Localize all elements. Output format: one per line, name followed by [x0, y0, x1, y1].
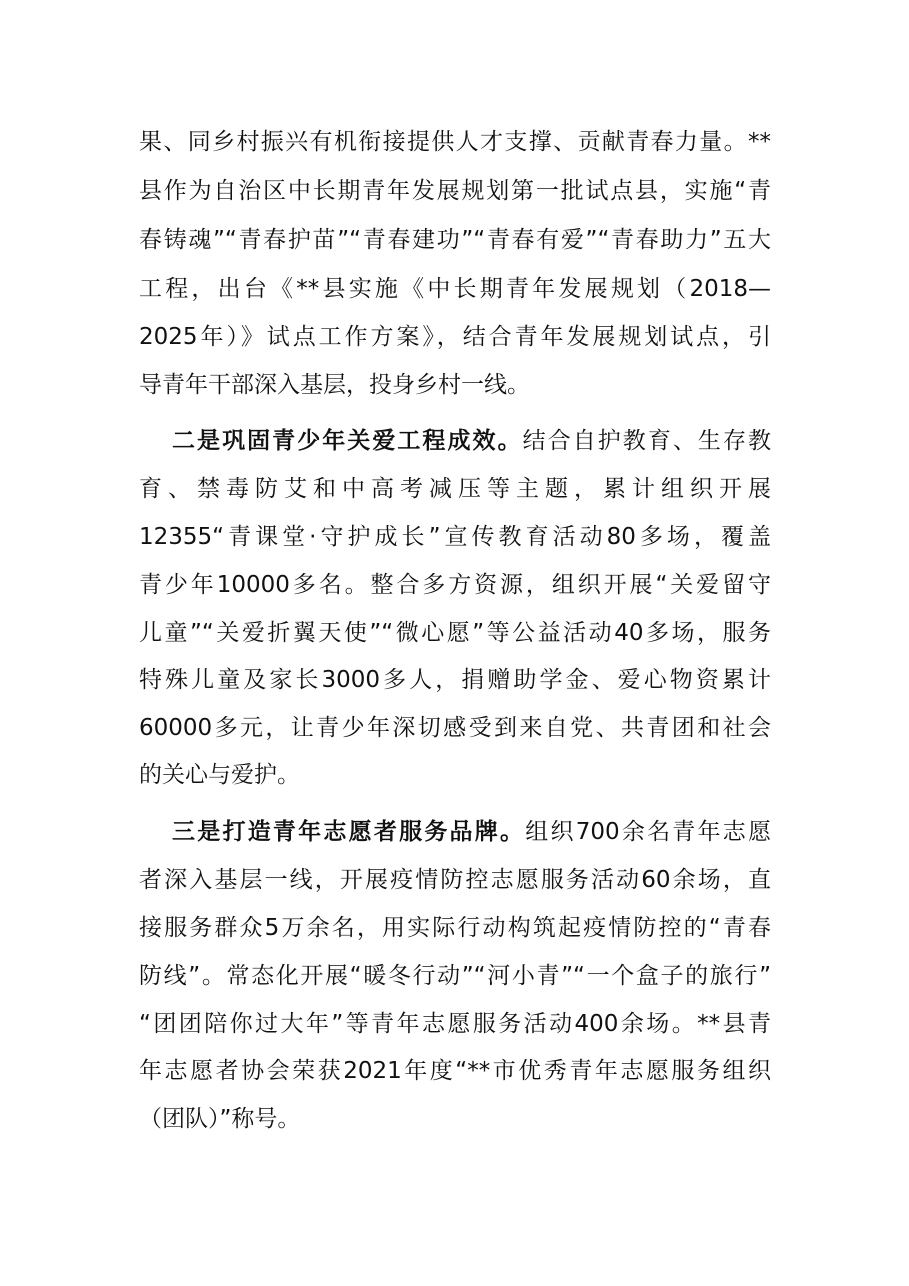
paragraph-3-lead: 三是打造青年志愿者服务品牌。 [172, 819, 526, 845]
paragraph-2-line-8: 的关心与爱护。 [139, 762, 300, 788]
paragraph-1-line-2: 县作为自治区中长期青年发展规划第一批试点县，实施“青 [139, 178, 771, 204]
paragraph-2-line-7: 60000多元，让青少年深切感受到来自党、共青团和社会 [139, 715, 771, 741]
paragraph-2-lead: 二是巩固青少年关爱工程成效。 [172, 428, 523, 454]
paragraph-2-line-4: 青少年10000多名。整合多方资源，组织开展“关爱留守 [139, 572, 771, 598]
paragraph-2-line-5: 儿童”“关爱折翼天使”“微心愿”等公益活动40多场，服务 [139, 620, 771, 646]
paragraph-3-line-4: 防线”。常态化开展“暖冬行动”“河小青”“一个盒子的旅行” [139, 963, 771, 989]
paragraph-2-line-3: 12355“青课堂·守护成长”宣传教育活动80多场，覆盖 [139, 524, 771, 550]
paragraph-1-line-1: 果、同乡村振兴有机衔接提供人才支撑、贡献青春力量。** [139, 129, 771, 155]
paragraph-1-line-6: 导青年干部深入基层，投身乡村一线。 [139, 372, 530, 398]
paragraph-3-line-7: （团队）”称号。 [139, 1106, 301, 1132]
paragraph-3-line-3: 接服务群众5万余名，用实际行动构筑起疫情防控的“青春 [139, 915, 771, 941]
paragraph-2-first-line [172, 424, 771, 458]
paragraph-1-line-4: 工程，出台《**县实施《中长期青年发展规划（2018— [139, 276, 771, 302]
paragraph-3-line-6: 年志愿者协会荣获2021年度“**市优秀青年志愿服务组织 [139, 1058, 771, 1084]
paragraph-1-line-3: 春铸魂”“青春护苗”“青春建功”“青春有爱”“青春助力”五大 [139, 227, 771, 253]
paragraph-2-line-2: 育、禁毒防艾和中高考减压等主题，累计组织开展 [139, 476, 771, 502]
paragraph-3-first-line [172, 815, 771, 849]
paragraph-3-line-2: 者深入基层一线，开展疫情防控志愿服务活动60余场，直 [139, 867, 771, 893]
paragraph-3-line-5: “团团陪你过大年”等青年志愿服务活动400余场。**县青 [139, 1011, 771, 1037]
paragraph-2-line-6: 特殊儿童及家长3000多人，捐赠助学金、爱心物资累计 [139, 667, 771, 693]
paragraph-1-line-5: 2025年）》试点工作方案》，结合青年发展规划试点，引 [139, 324, 771, 350]
paragraph-2-first-rest: 结合自护教育、生存教 [522, 428, 772, 454]
paragraph-3-first-rest: 组织700余名青年志愿 [525, 819, 772, 845]
